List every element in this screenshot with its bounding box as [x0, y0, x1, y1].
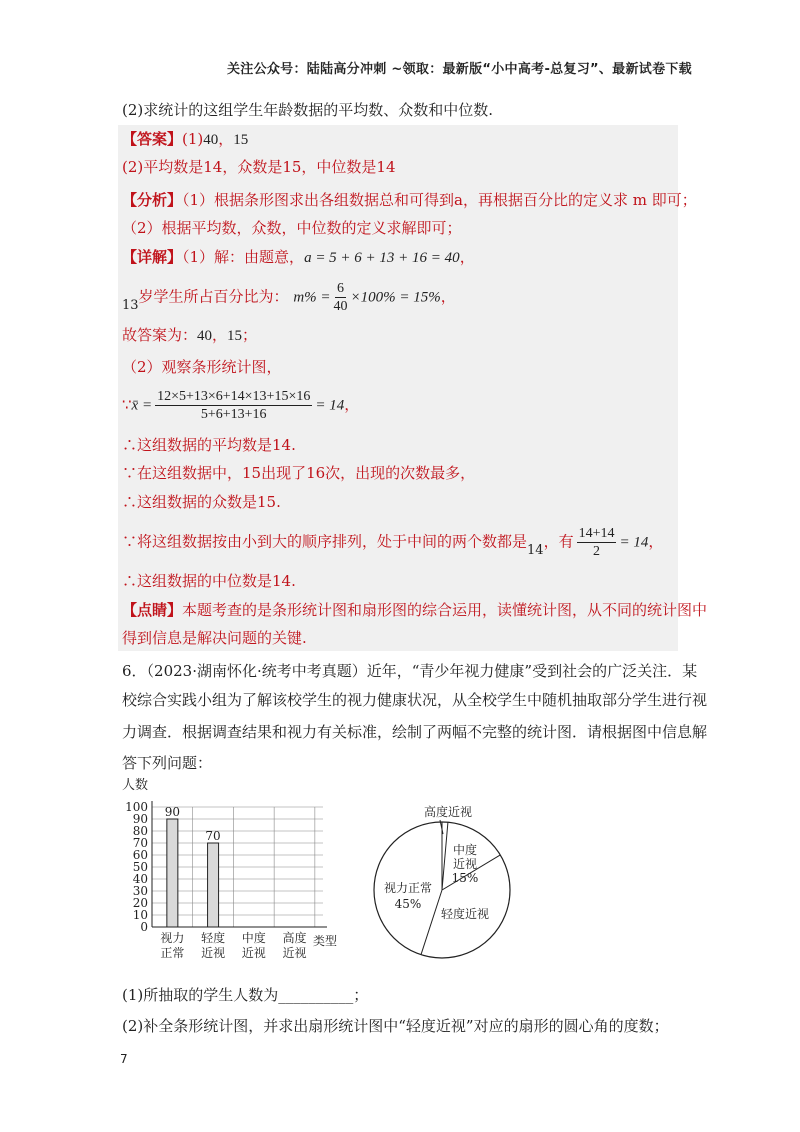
- analysis-text-1: （1）根据条形图求出各组数据总和可得到a，再根据百分比的定义求 m 即可；: [182, 191, 697, 209]
- x-tick-label-line1: 轻度: [201, 931, 226, 945]
- because-symbol: ∵: [122, 395, 132, 414]
- pie-chart: [362, 790, 542, 970]
- detail-v1: 40: [197, 328, 213, 344]
- x-axis-label: 类型: [313, 934, 338, 948]
- median-mid: ，有: [543, 532, 574, 551]
- bar-轻度近视: [208, 843, 219, 927]
- analysis-tag: 【分析】: [122, 191, 183, 209]
- median-conclusion: ∴这组数据的中位数是14.: [122, 572, 296, 590]
- y-tick-label: 90: [132, 812, 148, 826]
- answer-part2: (2)平均数是14，众数是15，中位数是14: [122, 158, 396, 176]
- frac-top: 6: [337, 281, 345, 296]
- y-tick-label: 80: [132, 824, 148, 838]
- q6-line-4: 答下列问题：: [122, 754, 213, 772]
- mode-line: ∵在这组数据中，15出现了16次，出现的次数最多，: [122, 464, 476, 482]
- x-tick-label-line1: 中度: [241, 931, 266, 945]
- q6-line-2: 校综合实践小组为了解该校学生的视力健康状况，从全校学生中随机抽取部分学生进行视: [122, 691, 708, 709]
- sub-question-2: (2)补全条形统计图，并求出扇形统计图中“轻度近视”对应的扇形的圆心角的度数；: [122, 1017, 669, 1035]
- comment-line-1: [122, 600, 707, 620]
- analysis-line-1: [122, 190, 697, 210]
- mean-fraction: [155, 388, 312, 423]
- sub-question-1: (1)所抽取的学生人数为__________；: [122, 986, 369, 1004]
- detail-13: 13: [122, 297, 139, 313]
- median-rhs: = 14: [619, 534, 649, 551]
- pie-label-mid-line1: 中度: [452, 843, 478, 857]
- detail-line-4: （2）观察条形统计图，: [122, 358, 282, 376]
- median-fraction: [577, 525, 617, 560]
- y-tick-label: 60: [132, 848, 148, 862]
- y-tick-label: 40: [132, 872, 148, 886]
- comment-line-2: 得到信息是解决问题的关键.: [122, 629, 307, 647]
- x-tick-label-line2: 正常: [160, 946, 185, 960]
- pie-percent-normal: 45%: [394, 897, 422, 911]
- y-tick-label: 70: [132, 836, 148, 850]
- mean-lhs: x̄ =: [131, 397, 153, 414]
- mean-line: [122, 388, 359, 423]
- x-tick-label-line2: 近视: [241, 946, 266, 960]
- answer-sep: ，: [218, 130, 234, 148]
- pie-label-high: 高度近视: [424, 805, 473, 819]
- answer-line: [122, 129, 248, 150]
- analysis-line-2: （2）根据平均数，众数，中位数的定义求解即可；: [122, 219, 462, 237]
- detail-sep: ，: [212, 326, 228, 344]
- median-frac-bot: 2: [593, 544, 601, 559]
- detail-text-3: 故答案为：: [122, 326, 198, 344]
- y-tick-label: 20: [132, 896, 148, 910]
- page-number: 7: [120, 1052, 128, 1066]
- fraction-6-40: [334, 280, 348, 315]
- detail-tag: 【详解】: [122, 248, 183, 266]
- mode-conclusion: ∴这组数据的众数是15.: [122, 493, 281, 511]
- data-label: 90: [164, 805, 180, 819]
- comment-tag: 【点睛】: [122, 601, 183, 619]
- mean-conclusion: ∴这组数据的平均数是14.: [122, 436, 296, 454]
- y-tick-label: 10: [132, 908, 148, 922]
- median-frac-top: 14+14: [578, 526, 615, 541]
- answer-value-1: 40: [203, 132, 219, 148]
- detail-end-3: ；: [242, 326, 258, 344]
- pie-label-light: 轻度近视: [440, 907, 490, 921]
- detail-rhs-2: ×100% = 15%: [350, 289, 441, 306]
- frac-bot: 40: [333, 299, 348, 314]
- detail-math-1: a = 5 + 6 + 13 + 16 = 40: [304, 250, 460, 266]
- pie-percent-mid: 15%: [451, 871, 479, 885]
- median-line: [122, 525, 663, 560]
- median-end: ，: [648, 532, 664, 551]
- data-label: 70: [205, 829, 221, 843]
- pie-label-normal: 视力正常: [383, 881, 433, 895]
- y-tick-label: 30: [132, 884, 148, 898]
- detail-text-2: 岁学生所占百分比为：: [138, 287, 289, 306]
- question-2: (2)求统计的这组学生年龄数据的平均数、众数和中位数.: [122, 101, 494, 119]
- bar-chart: [118, 775, 348, 970]
- x-tick-label-line2: 近视: [201, 946, 226, 960]
- median-num: 14: [527, 542, 544, 558]
- mean-rhs: = 14: [315, 397, 345, 414]
- mean-end: ，: [344, 395, 360, 414]
- detail-text-1: （1）解：由题意，: [182, 248, 305, 266]
- x-tick-label-line1: 视力: [160, 931, 185, 945]
- y-tick-label: 0: [140, 920, 148, 934]
- bar-视力正常: [167, 819, 178, 927]
- detail-line-3: [122, 325, 257, 346]
- page-header: 关注公众号：陆陆高分冲刺 ~领取：最新版“小中高考-总复习”、最新试卷下载: [226, 62, 692, 77]
- median-text: ∵将这组数据按由小到大的顺序排列，处于中间的两个数都是: [122, 532, 528, 551]
- q6-line-1: 6．（2023·湖南怀化·统考中考真题）近年，“青少年视力健康”受到社会的广泛关注．某: [122, 662, 698, 680]
- y-axis-label: 人数: [122, 778, 149, 793]
- y-tick-label: 100: [125, 800, 148, 814]
- mean-frac-top: 12×5+13×6+14×13+15×16: [157, 389, 311, 404]
- x-tick-label-line1: 高度: [282, 931, 307, 945]
- mean-frac-bot: 5+6+13+16: [200, 407, 267, 422]
- y-tick-label: 50: [132, 860, 148, 874]
- comment-text-1: 本题考查的是条形统计图和扇形图的综合运用，读懂统计图，从不同的统计图中: [182, 601, 708, 619]
- q6-line-3: 力调查．根据调查结果和视力有关标准，绘制了两幅不完整的统计图．请根据图中信息解: [122, 723, 708, 741]
- detail-v2: 15: [227, 328, 243, 344]
- detail-lhs-2: m% =: [293, 289, 331, 306]
- pie-label-mid-line2: 近视: [452, 857, 478, 871]
- detail-end-2: ，: [440, 287, 456, 306]
- detail-line-2: [122, 280, 456, 315]
- answer-value-2: 15: [233, 132, 249, 148]
- detail-end-1: ，: [459, 248, 475, 266]
- detail-line-1: [122, 247, 475, 268]
- answer-tag: 【答案】: [122, 130, 183, 148]
- answer-part1-prefix: (1): [182, 130, 204, 148]
- x-tick-label-line2: 近视: [282, 946, 307, 960]
